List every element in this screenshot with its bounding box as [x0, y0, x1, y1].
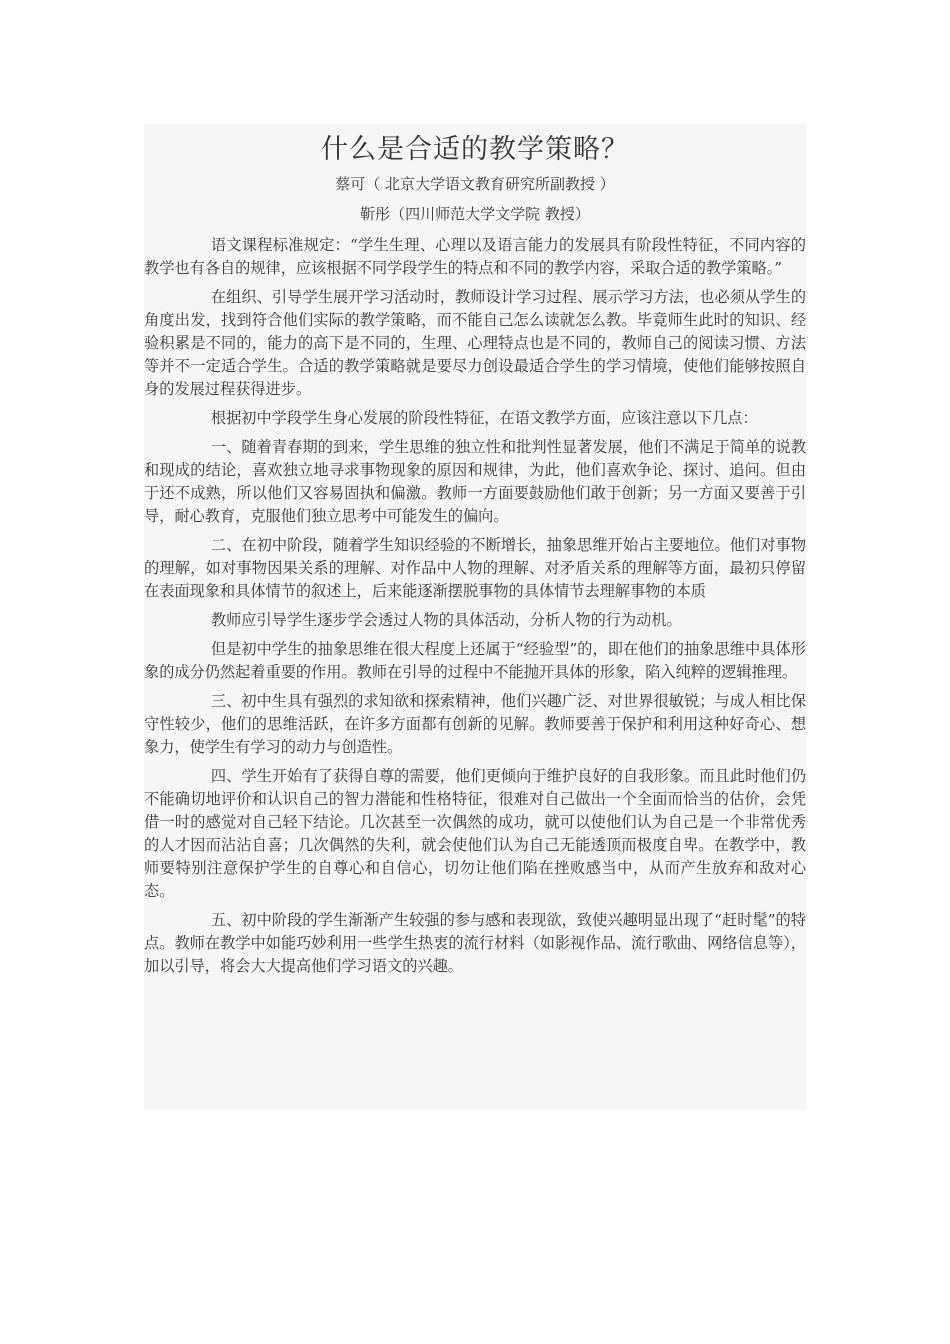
paragraph: 三、初中生具有强烈的求知欲和探索精神，他们兴趣广泛、对世界很敏锐；与成人相比保守性较少，他们的思维活跃，在许多方面都有创新的见解。教师要善于保护和利用这种好奇心、想象力，使学生有学习的动力与创造性。 — [144, 692, 806, 756]
article-block — [144, 124, 806, 1110]
paragraph: 根据初中学段学生身心发展的阶段性特征，在语文教学方面，应该注意以下几点： — [210, 409, 758, 427]
paragraph: 四、学生开始有了获得自尊的需要，他们更倾向于维护良好的自我形象。而且此时他们仍不能确切地评价和认识自己的智力潜能和性格特征，很难对自己做出一个全面而恰当的估价，会凭借一时的感觉对自己轻下结论。几次甚至一次偶然的成功，就可以使他们认为自己是一个非常优秀的人才因而沾沾自喜；几次偶然的失利，就会使他们认为自己无能透顶而极度自卑。在教学中，教师要特别注意保护学生的自尊心和自信心，切勿让他们陷在挫败感当中，从而产生放弃和敌对心态。 — [144, 767, 806, 900]
author-line-2: 靳彤（四川师范大学文学院 教授） — [360, 205, 590, 223]
paragraph: 二、在初中阶段，随着学生知识经验的不断增长，抽象思维开始占主要地位。他们对事物的理解，如对事物因果关系的理解、对作品中人物的理解、对矛盾关系的理解等方面，最初只停留在表面现象和具体情节的叙述上，后来能逐渐摆脱事物的具体情节去理解事物的本质 — [144, 536, 806, 600]
paragraph: 教师应引导学生逐步学会透过人物的具体活动，分析人物的行为动机。 — [210, 611, 682, 629]
paragraph: 语文课程标准规定：“学生生理、心理以及语言能力的发展具有阶段性特征，不同内容的教学也有各自的规律，应该根据不同学段学生的特点和不同的教学内容，采取合适的教学策略。” — [144, 236, 806, 277]
paragraph: 在组织、引导学生展开学习活动时，教师设计学习过程、展示学习方法，也必须从学生的角度出发，找到符合他们实际的教学策略，而不能自己怎么读就怎么教。毕竟师生此时的知识、经验积累是不同的，能力的高下是不同的，生理、心理特点也是不同的，教师自己的阅读习惯、方法等并不一定适合学生。合适的教学策略就是要尽力创设最适合学生的学习情境，使他们能够按照自身的发展过程获得进步。 — [144, 288, 806, 398]
article-title: 什么是合适的教学策略？ — [321, 134, 629, 165]
paragraph: 一、随着青春期的到来，学生思维的独立性和批判性显著发展，他们不满足于简单的说教和现成的结论，喜欢独立地寻求事物现象的原因和规律，为此，他们喜欢争论、探讨、追问。但由于还不成熟，所以他们又容易固执和偏激。教师一方面要鼓励他们敢于创新；另一方面又要善于引导，耐心教育，克服他们独立思考中可能发生的偏向。 — [144, 438, 806, 525]
paragraph: 五、初中阶段的学生渐渐产生较强的参与感和表现欲，致使兴趣明显出现了“赶时髦”的特点。教师在教学中如能巧妙利用一些学生热衷的流行材料（如影视作品、流行歌曲、网络信息等），加以引导，将会大大提高他们学习语文的兴趣。 — [144, 911, 806, 975]
author-line-1: 蔡可（ 北京大学语文教育研究所副教授 ） — [335, 175, 615, 193]
paragraph: 但是初中学生的抽象思维在很大程度上还属于“经验型”的，即在他们的抽象思维中具体形象的成分仍然起着重要的作用。教师在引导的过程中不能抛开具体的形象，陷入纯粹的逻辑推理。 — [144, 640, 806, 681]
